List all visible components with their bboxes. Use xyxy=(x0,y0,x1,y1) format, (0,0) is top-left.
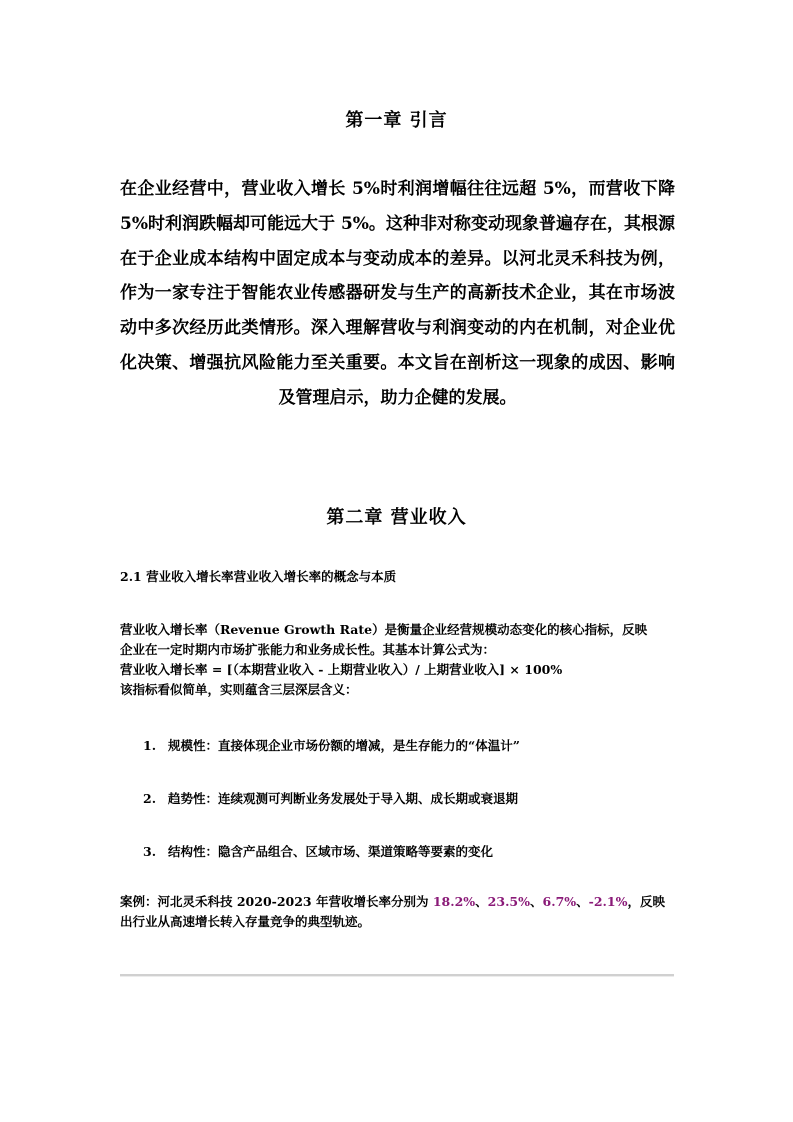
definition-block xyxy=(120,620,675,700)
list-item xyxy=(143,789,518,807)
case-separator: 、 xyxy=(576,894,589,909)
list-item xyxy=(143,736,520,754)
definition-line: 营业收入增长率（Revenue Growth Rate）是衡量企业经营规模动态变化的核心指标，反映 xyxy=(120,622,648,637)
list-number: 2. xyxy=(143,791,157,806)
case-suffix: ，反映出行业从高速增长转入存量竞争的典型轨迹。 xyxy=(120,894,665,929)
definition-line: 企业在一定时期内市场扩张能力和业务成长性。其基本计算公式为： xyxy=(120,642,496,657)
list-text: 结构性：隐含产品组合、区域市场、渠道策略等要素的变化 xyxy=(168,844,494,859)
case-value: 18.2% xyxy=(432,894,476,909)
case-separator: 、 xyxy=(475,894,488,909)
list-text: 规模性：直接体现企业市场份额的增减，是生存能力的“体温计” xyxy=(168,738,520,753)
list-item xyxy=(143,842,493,860)
intro-paragraph xyxy=(120,172,675,416)
list-text: 趋势性：连续观测可判断业务发展处于导入期、成长期或衰退期 xyxy=(168,791,519,806)
case-separator: 、 xyxy=(530,894,543,909)
horizontal-divider xyxy=(120,974,674,977)
section-title: 2.1 营业收入增长率营业收入增长率的概念与本质 xyxy=(120,569,397,584)
case-value: -2.1% xyxy=(588,894,628,909)
formula-line: 营业收入增长率 = [（本期营业收入 - 上期营业收入）/ 上期营业收入] × 100% xyxy=(120,662,563,677)
chapter1-title: 第一章 引言 xyxy=(345,110,448,131)
case-prefix: 案例：河北灵禾科技 2020-2023 年营收增长率分别为 xyxy=(120,894,433,909)
case-value: 6.7% xyxy=(542,894,577,909)
intro-paragraph-text: 在企业经营中，营业收入增长 5%时利润增幅往往远超 5%，而营收下降 5%时利润跌幅却可能远大于 5%。这种非对称变动现象普遍存在，其根源在于企业成本结构中固定成本与变动成本的差异。以河北灵禾科技为例，作为一家专注于智能农业传感器研发与生产的高新技术企业，其在市场波动中多次经历此类情形。深入理解营收与利润变动的内在机制，对企业优化决策、增强抗风险能力至关重要。本文旨在剖析这一现象的成因、影响及管理启示，助力企健的发展。 xyxy=(120,179,675,408)
list-number: 3. xyxy=(143,844,157,859)
definition-line: 该指标看似简单，实则蕴含三层深层含义： xyxy=(120,682,358,697)
case-value: 23.5% xyxy=(487,894,530,909)
chapter2-title: 第二章 营业收入 xyxy=(326,507,467,528)
list-number: 1. xyxy=(143,738,157,753)
case-paragraph xyxy=(120,892,675,932)
